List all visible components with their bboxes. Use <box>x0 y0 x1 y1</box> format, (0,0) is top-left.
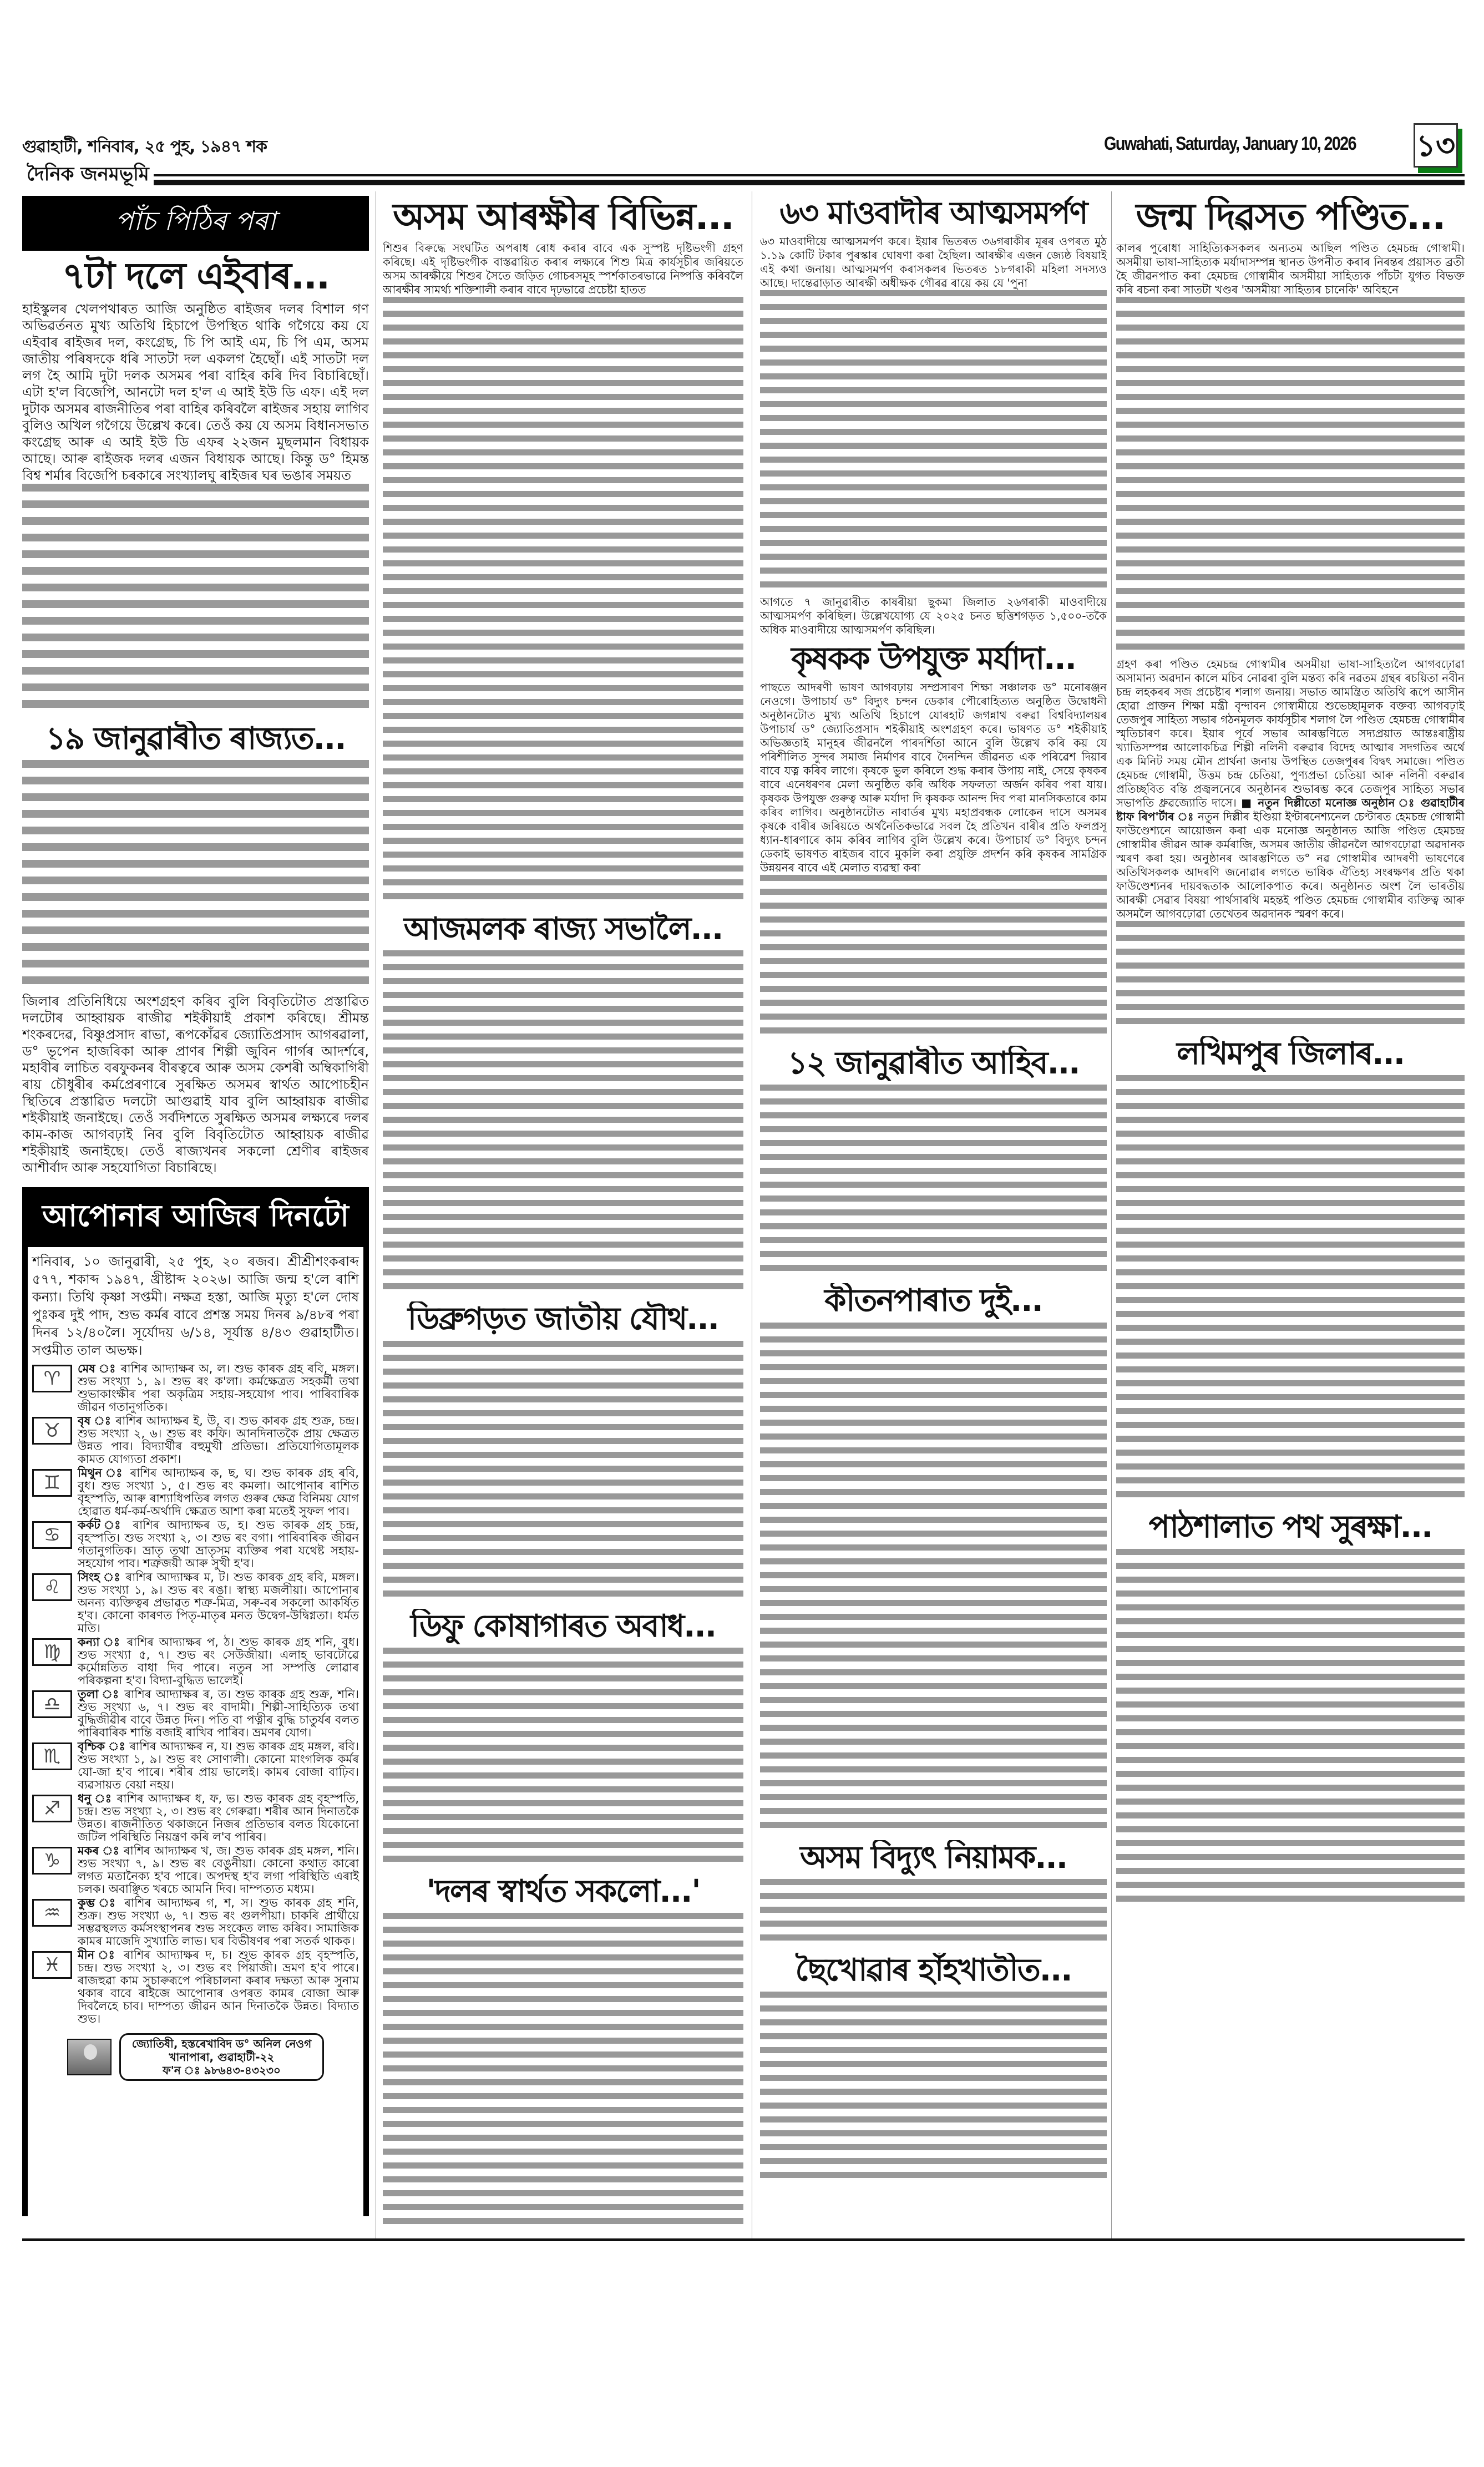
headline[interactable]: ৭টা দলে এইবাৰ... <box>62 255 330 297</box>
sign-cancer <box>32 1519 359 1570</box>
column-3 <box>760 191 1107 2238</box>
article-body <box>760 1992 1107 2186</box>
aquarius-icon: ♒ <box>32 1899 72 1927</box>
article-body: শিশুৰ বিৰুদ্ধে সংঘটিত অপৰাধ ৰোধ কৰাৰ বাবে এক সুস্পষ্ট দৃষ্টিভংগী গ্ৰহণ কৰিছে। এই দৃষ্টিভংগীক বাস্তৱায়িত কৰাৰ লক্ষ্যৰে শিশু মিত্ৰ কাৰ্যসূচীৰ জৰিয়তে অসম আৰক্ষীয়ে শিশুৰ সৈতে জড়িত গোচৰসমূহ স্পৰ্শকাতৰভাৱে নিষ্পত্তি কৰিবলৈ আৰক্ষীৰ সামৰ্থ্য শক্তিশালী কৰাৰ বাবে দৃঢ়ভাৱে প্ৰচেষ্টা হাতত <box>383 241 743 296</box>
headline[interactable]: কীতনপাৰাত দুই... <box>824 1283 1042 1319</box>
sign-sagittarius <box>32 1792 359 1843</box>
article-body <box>383 1913 743 2232</box>
page-number: ১৩ <box>1414 123 1458 168</box>
sign-name: তুলা ঃ <box>78 1688 120 1701</box>
headline[interactable]: 'দলৰ স্বাৰ্থত সকলো...' <box>426 1874 700 1910</box>
date-assamese: গুৱাহাটী, শনিবাৰ, ২৫ পুহ, ১৯৪৭ শক <box>22 137 267 156</box>
headline[interactable]: পাঠশালাত পথ সুৰক্ষা... <box>1148 1509 1432 1546</box>
article-kirtanpara <box>760 1283 1107 1835</box>
section-banner: পাঁচ পিঠিৰ পৰা <box>22 196 369 251</box>
date-english: Guwahati, Saturday, January 10, 2026 <box>1104 133 1356 154</box>
article-jan-19 <box>22 721 369 1176</box>
scorpio-icon: ♏ <box>32 1742 72 1770</box>
headline[interactable]: ১২ জানুৱাৰীত আহিব... <box>787 1045 1080 1081</box>
article-body <box>760 1323 1107 1836</box>
headline[interactable]: অসম বিদ্যুৎ নিয়ামক... <box>799 1840 1067 1876</box>
article-body-continued <box>22 760 369 993</box>
headline[interactable]: ডিব্ৰুগড়ত জাতীয় যৌথ... <box>408 1301 718 1338</box>
sign-text: ৰাশিৰ আদ্যাক্ষৰ ন, য। শুভ কাৰক গ্ৰহ মঙ্গল, ৰবি। শুভ সংখ্যা ১, ৯। শুভ ৰং সোণালী। কোনো মাংগলিক কৰ্মৰ যো-জা হ'ব পাৰে। শৰীৰ প্ৰায় ভালেই। কামৰ বোজা বাঢ়িব। ব্যৱসায়ত বেয়া নহয়। <box>78 1740 359 1791</box>
sign-name: বৃশ্চিক ঃ <box>78 1740 126 1753</box>
article-body-end: আগতে ৭ জানুৱাৰীত কাষৰীয়া ছুকমা জিলাত ২৬গৰাকী মাওবাদীয়ে আত্মসমৰ্পণ কৰিছিল। উল্লেখযোগ্য যে ২০২৫ চনত ছত্তিশগড়ত ১,৫০০-তকৈ অধিক মাওবাদীয়ে আত্মসমৰ্পণ কৰিছিল। <box>760 595 1107 637</box>
sign-name: কৰ্কট ঃ <box>78 1518 125 1532</box>
article-birth-anniversary <box>1116 196 1465 1032</box>
astrologer-contact <box>119 2033 325 2081</box>
article-body <box>383 1648 743 1870</box>
article-body-continued <box>760 875 1107 1041</box>
sign-libra <box>32 1688 359 1739</box>
article-text: গ্ৰহণ কৰা পণ্ডিত হেমচন্দ্ৰ গোস্বামীৰ অসমীয়া ভাষা-সাহিত্যলৈ আগবঢ়োৱা অসামান্য অৱদান কালে মচিব নোৱৰা বুলি মন্তব্য কৰি নৱতম গ্ৰন্থৰ ৰচয়িতা নবীন চন্দ্ৰ লহকৰৰ সজ প্ৰচেষ্টাৰ শলাগ জনায়। সভাত আমন্ত্ৰিত অতিথি ৰূপে আসীন হোৱা প্ৰাক্তন শিক্ষা মন্ত্ৰী বৃন্দাবন গোস্বামীয়ে শুভেচ্ছামূলক বক্তব্য আগবঢ়াই তেজপুৰ সাহিত্য সভাৰ গঠনমূলক কাৰ্যসূচীৰ শলাগ লৈ পণ্ডিত হেমচন্দ্ৰ গোস্বামীৰ স্মৃতিচাৰণ কৰে। ইয়াৰ পূৰ্বে সভাৰ আৰম্ভণিতে সদ্যপ্ৰয়াত আন্তঃৰাষ্ট্ৰীয় খ্যাতিসম্পন্ন আলোকচিত্ৰ শিল্পী নলিনী বৰুৱাৰ বিদেহ আত্মাৰ সদগতিৰ অৰ্থে এক মিনিট সময় মৌন প্ৰাৰ্থনা জনায় উপস্থিত তেজপুৰৰ বিদ্বৎ সমাজে। পণ্ডিত হেমচন্দ্ৰ গোস্বামী, উত্তম চন্দ্ৰ চেতিয়া, পুণ্যপ্ৰভা চেতিয়া আৰু নলিনী বৰুৱাৰ প্ৰতিচ্ছবিত বন্তি প্ৰজ্বলনেৰে অনুষ্ঠানৰ শুভাৰম্ভ কৰে তেজপুৰ সাহিত্য সভাৰ সভাপতি ধ্ৰুৱজ্যোতি দাসে। <box>1116 657 1465 809</box>
sign-text: ৰাশিৰ আদ্যাক্ষৰ ক, ছ, ঘ। শুভ কাৰক গ্ৰহ ৰবি, বুধ। শুভ সংখ্যা ১, ৫। শুভ ৰং কমলা। আপোনাৰ ৰাশিত বৃহস্পতি, আৰু ৰাশ্যাধিপতিৰ লগত গুৰুৰ ক্ষেত্ৰ বিনিময় যোগ হোৱাত ধৰ্ম-কৰ্ম-অৰ্থাদি ক্ষেত্ৰত আশা কৰা মতেই সুফল পাব। <box>78 1466 359 1518</box>
headline[interactable]: ১৯ জানুৱাৰীত ৰাজ্যত... <box>45 721 346 757</box>
horoscope-title: আপোনাৰ আজিৰ দিনটো <box>42 1198 349 1233</box>
article-body: ৬৩ মাওবাদীয়ে আত্মসমৰ্পণ কৰে। ইয়াৰ ভিতৰত ৩৬গৰাকীৰ মূৰৰ ওপৰত মুঠ ১.১৯ কোটি টকাৰ পুৰস্কাৰ ঘোষণা কৰা হৈছিল। আৰক্ষীৰ এজন জ্যেষ্ঠ বিষয়াই এই কথা জনায়। আত্মসমৰ্পণ কৰাসকলৰ ভিতৰত ১৮গৰাকী মহিলা সদস্যও আছে। দান্তেৱাড়াত আৰক্ষী অধীক্ষক গৌৰৱ ৰায়ে কয় যে 'পুনা <box>760 235 1107 290</box>
article-body-continued <box>760 290 1107 595</box>
leo-icon: ♌ <box>32 1573 72 1601</box>
panjika-text: শনিবাৰ, ১০ জানুৱাৰী, ২৫ পুহ, ২০ ৰজব। শ্ৰীশ্ৰীশংকৰাব্দ ৫৭৭, শকাব্দ ১৯৪৭, খ্ৰীষ্টাব্দ ২০২৬। আজি জন্ম হ'লে ৰাশি কন্যা। তিথি কৃষ্ণা সপ্তমী। নক্ষত্ৰ হস্তা, আজি মৃত্যু হ'লে দোষ পুঃকৰ দুই পাদ, শুভ কৰ্মৰ বাবে প্ৰশস্ত সময় দিনৰ ৯/৪৮ৰ পৰা দিনৰ ১২/৪০লৈ। সূৰ্যোদয় ৬/১৪, সূৰ্যাস্ত ৪/৪৩ গুৱাহাটীত। সপ্তমীত তাল অভক্ষ। <box>32 1254 359 1358</box>
sign-name: মিথুন ঃ <box>78 1466 125 1480</box>
sagittarius-icon: ♐ <box>32 1795 72 1822</box>
article-seven-parties <box>22 255 369 717</box>
sign-gemini <box>32 1467 359 1518</box>
headline[interactable]: ছৈখোৱাৰ হাঁহখাতীত... <box>795 1952 1072 1988</box>
article-body-continued <box>22 484 369 717</box>
column-divider <box>1111 191 1112 2241</box>
article-diphu-treasury <box>383 1609 743 1870</box>
sign-name: বৃষ ঃ <box>78 1414 112 1427</box>
gemini-icon: ♊ <box>32 1469 72 1497</box>
sign-name: সিংহ ঃ <box>78 1571 121 1584</box>
sign-aquarius <box>32 1897 359 1948</box>
sign-text: ৰাশিৰ আদ্যাক্ষৰ ম, ট। শুভ কাৰক গ্ৰহ ৰবি, মঙ্গল। শুভ সংখ্যা ১, ৯। শুভ ৰং ৰঙা। স্বাস্থ্য মজলীয়া। আপোনাৰ অনন্য ব্যক্তিত্বৰ প্ৰভাৱত শত্ৰু-মিত্ৰ, সৰু-বৰ সকলো আকৰ্ষিত হ'ব। কোনো কাৰণত পিতৃ-মাতৃৰ মনত উদ্বেগ-উদ্বিগ্নতা। ধৰ্মত মতি। <box>78 1571 359 1635</box>
article-body: জিলাৰ প্ৰতিনিধিয়ে অংশগ্ৰহণ কৰিব বুলি বিবৃতিটোত প্ৰস্তাৱিত দলটোৰ আহ্বায়ক ৰাজীৱ শইকীয়াই প্ৰকাশ কৰিছে। শ্ৰীমন্ত শংকৰদেৱ, বিষ্ণুপ্ৰসাদ ৰাভা, ৰূপকোঁৱৰ জ্যোতিপ্ৰসাদ আগৰৱালা, ড° ভূপেন হাজৰিকা আৰু প্ৰাণৰ শিল্পী জুবিন গাৰ্গৰ আদৰ্শৰে, মহাবীৰ লাচিত বৰফুকনৰ বীৰত্বৰে আৰু অসম কেশৰী অম্বিকাগিৰী ৰায় চৌধুৰীৰ কৰ্মপ্ৰেৰণাৰে সুৰক্ষিত অসমৰ স্বাৰ্থত আপোচহীন স্থিতিৰে প্ৰস্তাৱিত দলটো আগুৱাই যাব বুলি আহ্বায়ক ৰাজীৱ শইকীয়াই জনাইছে। তেওঁ সৰ্বদিশতে সুৰক্ষিত অসমৰ লক্ষ্যৰে দলৰ কাম-কাজ আগবঢ়াই নিব বুলি বিবৃতিটোত আহ্বায়ক ৰাজীৱ শইকীয়াই জনাইছে। তেওঁ ৰাজ্যখনৰ সকলো শ্ৰেণীৰ ৰাইজৰ আশীৰ্বাদ আৰু সহযোগিতা বিচাৰিছে। <box>22 994 369 1176</box>
astrologer-photo <box>67 2039 112 2075</box>
sign-capricorn <box>32 1845 359 1896</box>
page-bottom-rule <box>22 2238 1465 2241</box>
astrologer-phone: ফ'ন ঃ ৯৮৬৪৩-৪৩২৩০ <box>163 2064 281 2077</box>
headline[interactable]: অসম আৰক্ষীৰ বিভিন্ন... <box>393 196 733 238</box>
headline[interactable]: ডিফু কোষাগাৰত অবাধ... <box>410 1608 716 1644</box>
headline[interactable]: জন্ম দিৱসত পণ্ডিত... <box>1136 196 1445 238</box>
sign-name: কন্যা ঃ <box>78 1635 122 1649</box>
sign-pisces <box>32 1949 359 2025</box>
article-body <box>383 1341 743 1604</box>
article-body: হাইস্কুলৰ খেলপথাৰত আজি অনুষ্ঠিত ৰাইজৰ দলৰ বিশাল গণ অভিৱৰ্তনত মুখ্য অতিথি হিচাপে উপস্থিত থাকি গগৈয়ে কয় যে এইবাৰ ৰাইজৰ দল, কংগ্ৰেছ, চি পি আই এম, চি পি এম, অসম জাতীয় পৰিষদকে ধৰি সাতটা দল একলগ হৈছোঁ। এই সাতটা দল লগ হৈ আমি দুটা দলক অসমৰ পৰা বাহিৰ কৰি দিব বিচাৰিছোঁ। এটা হ'ল বিজেপি, আনটো দল হ'ল এ আই ইউ ডি এফ। এই দল দুটাক অসমৰ ৰাজনীতিৰ পৰা বাহিৰ কৰিবলৈ ৰাইজৰ সহায় লাগিব বুলিও অখিল গগৈয়ে উল্লেখ কৰে। তেওঁ কয় যে অসম বিধানসভাত কংগ্ৰেছ আৰু এ আই ইউ ডি এফৰ ২২জন মুছলমান বিধায়ক আছে। আৰু ৰাইজক দলৰ এজন বিধায়ক আছে। কিন্তু ড° হিমন্ত বিশ্ব শৰ্মাৰ বিজেপি চৰকাৰে সংখ্যালঘু ৰাইজৰ ঘৰ ভঙাৰ সময়ত <box>22 301 369 483</box>
masthead-rule-thick <box>22 180 1465 185</box>
libra-icon: ♎ <box>32 1690 72 1718</box>
sign-aries <box>32 1362 359 1414</box>
sign-name: মকৰ ঃ <box>78 1844 120 1857</box>
article-body <box>760 1879 1107 1948</box>
article-body <box>1116 1075 1465 1505</box>
sign-name: কুম্ভ ঃ <box>78 1896 118 1909</box>
article-body-continued <box>1116 297 1465 657</box>
capricorn-icon: ♑ <box>32 1847 72 1875</box>
column-2 <box>383 191 743 2238</box>
article-subhead: ■ নতুন দিল্লীতো মনোজ্ঞ অনুষ্ঠান ঃ গুৱাহাটীৰ ষ্টাফ ৰিপ'ৰ্টাৰ ঃ <box>1116 796 1465 823</box>
sign-text: ৰাশিৰ আদ্যাক্ষৰ ই, উ, ব। শুভ কাৰক গ্ৰহ শুক্ৰ, চন্দ্ৰ। শুভ সংখ্যা ২, ৬। শুভ ৰং কফি। আনদিনাতকৈ প্ৰায় ক্ষেত্ৰত উন্নত পাব। বিদ্যাৰ্থীৰ বহুমুখী প্ৰতিভা। প্ৰতিযোগিতামূলক কামত যোগ্যতা প্ৰকাশ। <box>78 1414 359 1466</box>
sign-text: ৰাশিৰ আদ্যাক্ষৰ ৰ, ত। শুভ কাৰক গ্ৰহ শুক্ৰ, শনি। শুভ সংখ্যা ৬, ৭। শুভ ৰং বাদামী। শিল্পী-সাহিত্যিক তথা বুদ্ধিজীৱীৰ বাবে উন্নত দিন। পতি বা পত্নীৰ বুদ্ধি চাতুৰ্যৰ বলত পাৰিবাৰিক শান্তি বজাই ৰাখিব পাৰিব। ভ্ৰমণৰ যোগ। <box>78 1688 359 1739</box>
sign-taurus <box>32 1415 359 1466</box>
aries-icon: ♈ <box>32 1365 72 1392</box>
article-ajmal-rajya-sabha <box>383 911 743 1297</box>
sign-text: ৰাশিৰ আদ্যাক্ষৰ প, ঠ। শুভ কাৰক গ্ৰহ শনি, বুধ। শুভ সংখ্যা ৫, ৭। শুভ ৰং সেউজীয়া। এলাহ ভাবটোৱে কৰ্মোন্নতিত বাধা দিব পাৰে। নতুন সা সম্পত্তি লোৱাৰ পৰিকল্পনা হ'ব। বিদ্যা-বুদ্ধিত ভালেই। <box>78 1635 359 1687</box>
column-4 <box>1116 191 1465 2238</box>
article-text: নতুন দিল্লীৰ ইণ্ডিয়া ইণ্টাৰনেশ্যনেল চেণ্টাৰত হেমচন্দ্ৰ গোস্বামী ফাউণ্ডেশ্যনে আয়োজন কৰা এক মনোজ্ঞ অনুষ্ঠানত আজি পণ্ডিত হেমচন্দ্ৰ গোস্বামীৰ জীৱন আৰু কৰ্মৰাজি, অসমৰ জাতীয় জীৱনলৈ আগবঢ়োৱা অৱদানক স্মৰণ কৰা হয়। অনুষ্ঠানৰ আৰম্ভণিতে ড° নৱ গোস্বামীৰ আদৰণী ভাষণেৰে অতিথিসকলক আদৰণি জনোৱাৰ লগতে ভাষিক ঐতিহ্য সংৰক্ষণৰ প্ৰতি থকা ফাউণ্ডেশ্যনৰ দায়বদ্ধতাক আলোকপাত কৰে। অনুষ্ঠানত অংশ লৈ ভাৰতীয় আৰক্ষী সেৱাৰ বিষয়া পাৰ্থসাৰথি মহন্তই পণ্ডিত হেমচন্দ্ৰ গোস্বামীৰ ব্যক্তিত্ব আৰু অসমলৈ আগবঢ়োৱা তেখেতৰ অৱদানক স্মৰণ কৰে। <box>1116 809 1465 920</box>
pisces-icon: ♓ <box>32 1951 72 1979</box>
article-electricity-regulator <box>760 1840 1107 1948</box>
sign-name: মেষ ঃ <box>78 1362 117 1375</box>
column-1 <box>22 191 369 1184</box>
article-lakhimpur <box>1116 1036 1465 1505</box>
headline[interactable]: আজমলক ৰাজ্য সভালৈ... <box>403 911 723 947</box>
article-body: কালৰ পুৰোধা সাহিত্যিকসকলৰ অন্যতম আছিল পণ্ডিত হেমচন্দ্ৰ গোস্বামী। অসমীয়া ভাষা-সাহিত্যক মৰ্যাদাসম্পন্ন স্থানত উপনীত কৰাৰ নিৰন্তৰ প্ৰয়াসত ব্ৰতী হৈ জীৱনপাত কৰা হেমচন্দ্ৰ গোস্বামীৰ অসমীয়া সাহিত্যক পাঁচটা যুগত বিভক্ত কৰি ৰচনা কৰা সাতটা খণ্ডৰ 'অসমীয়া সাহিত্যৰ চানেকি' অবিহনে <box>1116 241 1465 296</box>
article-body <box>383 950 743 1297</box>
sign-text: ৰাশিৰ আদ্যাক্ষৰ গ, শ, স। শুভ কাৰক গ্ৰহ শনি, শুক্ৰ। শুভ সংখ্যা ৬, ৭। শুভ ৰং গুলপীয়া। চাকৰি প্ৰাৰ্থীয়ে সম্ভৱস্থলত কৰ্মসংস্থাপনৰ শুভ সংকেত লাভ কৰিব। সামাজিক কামৰ মাজেদি সুখ্যাতি লাভ। ঘৰ বিভীষণৰ পৰা সতৰ্ক থাকক। <box>78 1896 359 1948</box>
article-assam-police <box>383 196 743 907</box>
sign-virgo <box>32 1636 359 1687</box>
article-road-safety <box>1116 1509 1465 1909</box>
article-duck-farm <box>760 1953 1107 2186</box>
sign-leo <box>32 1571 359 1635</box>
horoscope-box <box>22 1187 369 2216</box>
article-body-2 <box>1116 657 1465 921</box>
article-dibrugarh-joint <box>383 1301 743 1604</box>
astrologer-address: খানাপাৰা, গুৱাহাটী-২২ <box>169 2050 275 2064</box>
article-body <box>1116 1549 1465 1909</box>
headline[interactable]: ৬৩ মাওবাদীৰ আত্মসমৰ্পণ <box>779 196 1087 231</box>
article-body-continued <box>1116 921 1465 1032</box>
sign-name: মীন ঃ <box>78 1948 118 1962</box>
sign-text: ৰাশিৰ আদ্যাক্ষৰ ড, হ। শুভ কাৰক গ্ৰহ চন্দ্ৰ, বৃহস্পতি। শুভ সংখ্যা ২, ৩। শুভ ৰং বগা। পাৰিবাৰিক জীৱন গতানুগতিক। ভ্ৰাতৃ তথা ভ্ৰাতৃসম ব্যক্তিৰ পৰা যথেষ্ট সহায়-সহযোগ পাব। শত্ৰুজয়ী আৰু সুখী হ'ব। <box>78 1518 359 1570</box>
article-body-continued <box>383 297 743 907</box>
headline[interactable]: কৃষকক উপযুক্ত মৰ্যাদা... <box>791 641 1076 677</box>
article-jan-12 <box>760 1046 1107 1279</box>
sign-text: ৰাশিৰ আদ্যাক্ষৰ খ, জ। শুভ কাৰক গ্ৰহ মঙ্গল, শনি। শুভ সংখ্যা ৭, ৯। শুভ ৰং বেঙুনীয়া। কোনো কথাত কাৰো লগত মতানৈক্য হ'ব পাৰে। অপদস্থ হ'ব লগা পৰিস্থিতি এৰাই চলক। অবাঞ্ছিত খৰচে আমনি দিব। দাম্পত্যত মধ্যম। <box>78 1844 359 1896</box>
headline[interactable]: লখিমপুৰ জিলাৰ... <box>1176 1036 1405 1072</box>
sign-text: ৰাশিৰ আদ্যাক্ষৰ দ, চ। শুভ কাৰক গ্ৰহ বৃহস্পতি, চন্দ্ৰ। শুভ সংখ্যা ২, ৩। শুভ ৰং পিঁয়াজী। ভ্ৰমণ হ'ব পাৰে। ৰাজহুৱা কাম সুচাৰুৰূপে পৰিচালনা কৰাৰ দক্ষতা আৰু সুনাম থকাৰ বাবে ৰাইজে আপোনাৰ ওপৰত কামৰ বোজা আৰু দিবলৈহে চাব। দাম্পত্য জীৱন আন দিনাতকৈ উন্নত। বিদ্যাত শুভ। <box>78 1948 359 2025</box>
article-maoist-surrender <box>760 196 1107 637</box>
masthead-rule <box>22 174 1465 176</box>
article-body: পাছতে আদৰণী ভাষণ আগবঢ়ায় সম্প্ৰসাৰণ শিক্ষা সঞ্চালক ড° মনোৰঞ্জন নেওগে। উপাচাৰ্য ড° বিদ্যুৎ চন্দন ডেকাৰ পৌৰোহিত্যত অনুষ্ঠিত উদ্বোধনী অনুষ্ঠানটোত মুখ্য অতিথি হিচাপে যোৰহাট জগন্নাথ বৰুৱা বিশ্ববিদ্যালয়ৰ উপাচাৰ্য ড° জ্যোতিপ্ৰসাদ শইকীয়াই অংশগ্ৰহণ কৰে। ভাষণত ড° শইকীয়াই অভিজ্ঞতাই মানুহৰ জীৱনলৈ পাৰদৰ্শিতা আনে বুলি উল্লেখ কৰি কয় যে পৰিশীলিত সুন্দৰ সমাজ নিৰ্মাণৰ বাবে দৈনন্দিন জীৱনত এক পৰিৱেশ দিয়াৰ বাবে যত্ন কৰিব লাগে। কৃষকে ভুল কৰিলে শুদ্ধ কৰাৰ উপায় নাই, সেয়ে কৃষকৰ বাবে এনেধৰণৰ মেলা অনুষ্ঠিত কৰি অধিক সফলতা অৰ্জন কৰিব পৰা যায়। কৃষকক উপযুক্ত গুৰুত্ব আৰু মৰ্যাদা দি কৃষকক আনন্দ দিব পৰা মানসিকতাৰে কাম কৰিব লাগিব। অনুষ্ঠানটোত নাবাৰ্ডৰ মুখ্য মহাপ্ৰবন্ধক লোকেন দাসে অসমৰ কৃষকে বাৰীৰ জৰিয়তে অৰ্থনৈতিকভাৱে সবল হৈ প্ৰতিখন বাৰীৰ প্ৰতি ফলপ্ৰসূ ধ্যান-ধাৰণাৰে কাম কৰিব লাগিব বুলি উল্লেখ কৰে। উপাচাৰ্য ড° বিদ্যুৎ চন্দন ডেকাই ভাষণত ৰাইজৰ বাবে মুকলি কৰা প্ৰযুক্তি প্ৰদৰ্শন কৰি কৃষকৰ সামগ্ৰিক উন্নয়নৰ বাবে এই মেলাত ব্যৱস্থা কৰা <box>760 680 1107 874</box>
virgo-icon: ♍ <box>32 1638 72 1666</box>
sign-text: ৰাশিৰ আদ্যাক্ষৰ ধ, ফ, ভ। শুভ কাৰক গ্ৰহ বৃহস্পতি, চন্দ্ৰ। শুভ সংখ্যা ২, ৩। শুভ ৰং গেৰুৱা। শৰীৰ আন দিনাতকৈ উন্নত। ৰাজনীতিত থকাজনে নিজৰ প্ৰতিভাৰ বলত যিকোনো জটিল পৰিস্থিতি নিয়ন্ত্ৰণ কৰি ল'ব পাৰিব। <box>78 1792 359 1843</box>
astrologer-name: জ্যোতিষী, হস্তৰেখাবিদ ড° অনিল নেওগ <box>131 2037 312 2050</box>
article-party-interest <box>383 1874 743 2232</box>
newspaper-logo: দৈনিক জনমভূমি <box>22 160 154 191</box>
sign-name: ধনু ঃ <box>78 1792 113 1805</box>
sign-text: ৰাশিৰ আদ্যাক্ষৰ অ, ল। শুভ কাৰক গ্ৰহ ৰবি, মঙ্গল। শুভ সংখ্যা ১, ৯। শুভ ৰং ক'লা। কৰ্মক্ষেত্ৰত সহকৰ্মী তথা শুভাকাংক্ষীৰ পৰা অকৃত্ৰিম সহায়-সহযোগ পাব। পাৰিবাৰিক জীৱন গতানুগতিক। <box>78 1362 359 1414</box>
astrologer-credit <box>32 2033 359 2081</box>
article-body <box>760 1085 1107 1279</box>
taurus-icon: ♉ <box>32 1417 72 1445</box>
article-farmers-dignity <box>760 641 1107 1041</box>
cancer-icon: ♋ <box>32 1521 72 1549</box>
sign-scorpio <box>32 1740 359 1791</box>
